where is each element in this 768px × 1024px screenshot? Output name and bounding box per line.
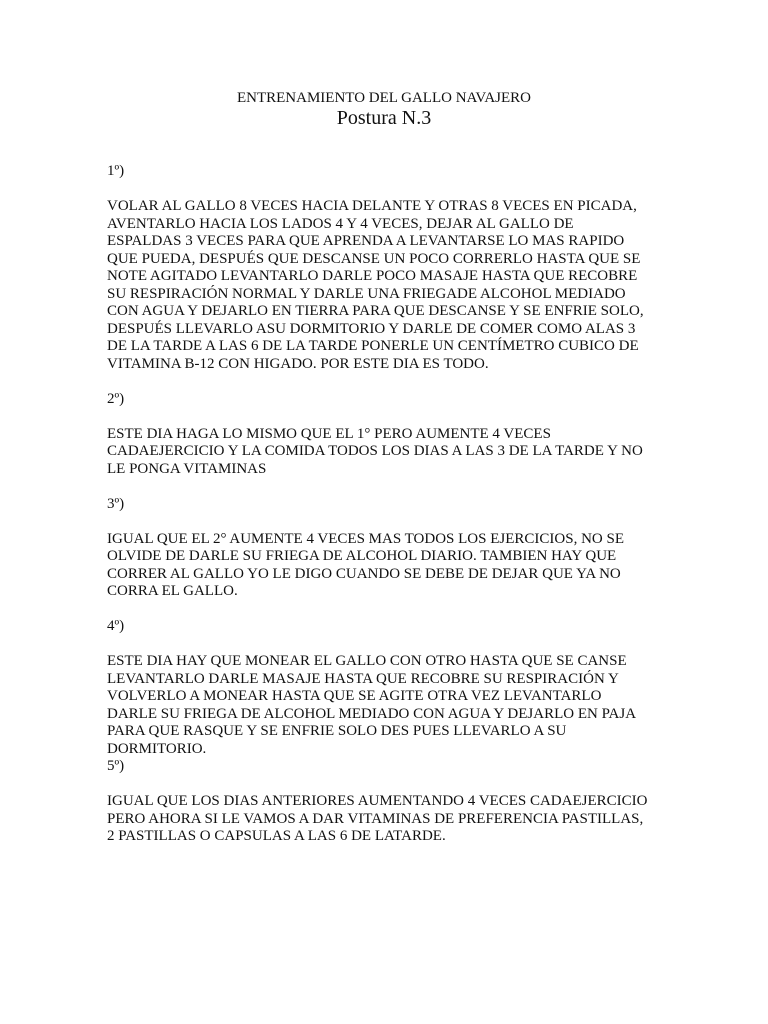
spacer	[107, 636, 667, 654]
section-paragraph-4: ESTE DIA HAY QUE MONEAR EL GALLO CON OTRO HASTA QUE SE CANSE LEVANTARLO DARLE MASAJE HASTA QUE RECOBRE SU RESPIRACIÓN Y VOLVERLO A MONEAR HASTA QUE SE AGITE OTRA VEZ LEVANTARLO DARLE SU FRIEGA DE ALCOHOL MEDIADO CON AGUA Y DEJARLO EN PAJA PARA QUE RASQUE Y SE ENFRIE SOLO DES PUES LLEVARLO A SU DORMITORIO.	[107, 653, 637, 757]
spacer	[107, 513, 667, 531]
section-paragraph-1: VOLAR AL GALLO 8 VECES HACIA DELANTE Y OTRAS 8 VECES EN PICADA, AVENTARLO HACIA LOS LADOS 4 Y 4 VECES, DEJAR AL GALLO DE ESPALDAS 3 VECES PARA QUE APRENDA A LEVANTARSE LO MAS RAPIDO QUE PUEDA, DESPUÉS QUE DESCANSE UN POCO CORRERLO HASTA QUE SE NOTE AGITADO LEVANTARLO DARLE POCO MASAJE HASTA QUE RECOBRE SU RESPIRACIÓN NORMAL Y DARLE UNA FRIEGADE ALCOHOL MEDIADO CON AGUA Y DEJARLO EN TIERRA PARA QUE DESCANSE Y SE ENFRIE SOLO, DESPUÉS LLEVARLO ASU DORMITORIO Y DARLE DE COMER COMO ALAS 3 DE LA TARDE A LAS 6 DE LA TARDE PONERLE UN CENTÍMETRO CUBICO DE VITAMINA B-12 CON HIGADO. POR ESTE DIA ES TODO.	[107, 198, 644, 372]
section-paragraph-5: IGUAL QUE LOS DIAS ANTERIORES AUMENTANDO 4 VECES CADAEJERCICIO PERO AHORA SI LE VAMOS A DAR VITAMINAS DE PREFERENCIA PASTILLAS, 2 PASTILLAS O CAPSULAS A LAS 6 DE LATARDE.	[107, 793, 648, 844]
document-subtitle: Postura N.3	[336, 107, 432, 129]
spacer	[107, 478, 667, 496]
section-label-5: 5º)	[107, 758, 125, 774]
spacer	[107, 601, 667, 619]
section-label-3: 3º)	[107, 495, 125, 512]
spacer	[107, 408, 667, 426]
section-label-4: 4º)	[107, 618, 125, 634]
section-label-2: 2º)	[107, 390, 125, 407]
spacer	[107, 776, 667, 794]
spacer	[107, 181, 667, 199]
spacer	[107, 373, 667, 391]
section-paragraph-2: ESTE DIA HAGA LO MISMO QUE EL 1° PERO AUMENTE 4 VECES CADAEJERCICIO Y LA COMIDA TODOS LOS DIAS A LAS 3 DE LA TARDE Y NO LE PONGA VITAMINAS	[107, 425, 643, 477]
document-title: ENTRENAMIENTO DEL GALLO NAVAJERO	[236, 90, 532, 106]
section-paragraph-3: IGUAL QUE EL 2° AUMENTE 4 VECES MAS TODOS LOS EJERCICIOS, NO SE OLVIDE DE DARLE SU FRIEGA DE ALCOHOL DIARIO. TAMBIEN HAY QUE CORRER AL GALLO YO LE DIGO CUANDO SE DEBE DE DEJAR QUE YA NO CORRA EL GALLO.	[107, 530, 624, 599]
section-label-1: 1º)	[107, 163, 125, 179]
document-body	[107, 163, 667, 846]
